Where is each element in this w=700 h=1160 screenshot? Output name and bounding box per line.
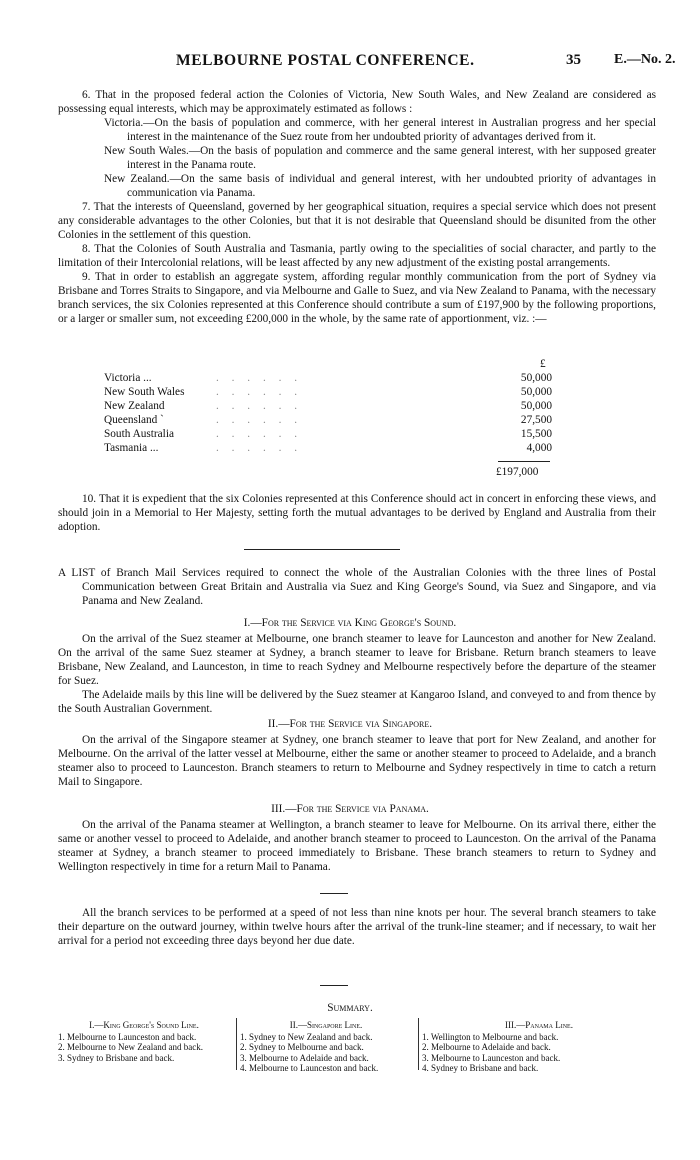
summary-item: 1. Wellington to Melbourne and back.: [422, 1031, 559, 1042]
leader-dots: . . . . . .: [216, 414, 303, 426]
page-header: [0, 52, 700, 68]
branch-list-intro: A LIST of Branch Mail Services required to connect the whole of the Australian Colonies with the three lines of Postal Communication between Great Britain and Australia via Suez and King George's Sound, via Suez and Singapore, and via Panama and New Zealand.: [58, 567, 656, 607]
paragraph-6-victoria: Victoria.—On the basis of population and commerce, with her general interest in Australian progress and her special interest in the maintenance of the Suez route from her undoubted priority of advantages derived from it.: [104, 117, 656, 143]
leader-dots: . . . . . .: [216, 400, 303, 412]
summary-heading: [0, 1002, 700, 1014]
colony-name: New Zealand: [104, 400, 165, 412]
summary-column-2: [240, 1020, 412, 1074]
summary-item: 3. Melbourne to Launceston and back.: [422, 1052, 561, 1063]
contribution-total: £197,000: [496, 466, 539, 478]
summary-item: 3. Melbourne to Adelaide and back.: [240, 1052, 369, 1063]
contribution-row: [100, 427, 552, 441]
total-rule: [498, 461, 550, 462]
section-1-heading: [0, 617, 700, 629]
paragraph-6-new-zealand: New Zealand.—On the same basis of individual and general interest, with her undoubted priority of advantages in communication via Panama.: [104, 173, 656, 199]
paragraph-8: 8. That the Colonies of South Australia and Tasmania, partly owing to the specialities of social character, and partly to the limitation of their Intercolonial relations, will be least affected by any new adjustment of the existing postal arrangements.: [58, 243, 656, 269]
section-3-body: [58, 818, 656, 874]
currency-heading: £: [540, 358, 546, 370]
section-3-heading: [0, 803, 700, 815]
section-2-heading-text: II.—For the Service via Singapore.: [267, 718, 433, 730]
contribution-amount: 50,000: [520, 400, 552, 412]
paragraph-6-new-south-wales: New South Wales.—On the basis of population and commerce and the same general interest, with her supposed greater interest in the Panama route.: [104, 145, 656, 171]
summary-item: 2. Sydney to Melbourne and back.: [240, 1042, 364, 1052]
summary-column-3: [422, 1020, 656, 1074]
short-divider: [320, 985, 348, 986]
section-divider: [244, 549, 400, 550]
paragraph-10: 10. That it is expedient that the six Colonies represented at this Conference should act in concert in enforcing these views, and should join in a Memorial to Her Majesty, setting forth the mutual advantages to be derived by England and Australia from their adoption.: [58, 493, 656, 533]
summary-column-heading: I.—King George's Sound Line.: [89, 1020, 199, 1030]
summary-column-heading: II.—Singapore Line.: [289, 1020, 363, 1030]
colony-name: Queensland `: [104, 414, 164, 426]
contribution-amount: 15,500: [520, 428, 552, 440]
section-2-paragraph-1: On the arrival of the Singapore steamer at Sydney, one branch steamer to leave that port for New Zealand, and another for Melbourne. On the arrival of the latter vessel at Melbourne, either the same or another steamer to proceed to Adelaide, and a branch steamer also to proceed to Launceston. Branch steamers to return to Melbourne and Sydney respectively in time to catch a return Mail to Singapore.: [58, 734, 656, 788]
page-number: 35: [566, 52, 581, 68]
summary-column-1: [58, 1020, 230, 1063]
summary-column-rule: [236, 1018, 237, 1070]
section-1-paragraph-2: The Adelaide mails by this line will be delivered by the Suez steamer at Kangaroo Island, and conveyed to and from thence by the South Australian Government.: [58, 689, 656, 715]
section-3-heading-text: III.—For the Service via Panama.: [271, 803, 429, 815]
contributions-table: [100, 371, 552, 455]
colony-name: Tasmania ...: [104, 442, 159, 454]
contribution-amount: 27,500: [520, 414, 552, 426]
summary-item: 1. Melbourne to Launceston and back.: [58, 1031, 197, 1042]
document-reference: E.—No. 2.: [614, 52, 676, 67]
section-1-body: [58, 632, 656, 716]
summary-column-heading: III.—Panama Line.: [505, 1020, 573, 1030]
colony-name: South Australia: [104, 428, 174, 440]
section-1-paragraph-1: On the arrival of the Suez steamer at Melbourne, one branch steamer to leave for Launceston and another for New Zealand. On the arrival of the same Suez steamer at Sydney, a branch steamer to leave for Brisbane. Return branch steamers to leave Brisbane, New Zealand, and Launceston, in time to reach Sydney and Melbourne respectively before the departure of the steamer for Suez.: [58, 633, 656, 687]
summary-item: 2. Melbourne to New Zealand and back.: [58, 1042, 203, 1052]
summary-item: 4. Melbourne to Launceston and back.: [240, 1063, 379, 1073]
summary-column-rule: [418, 1018, 419, 1070]
section-2-body: [58, 733, 656, 789]
leader-dots: . . . . . .: [216, 372, 303, 384]
contribution-amount: 4,000: [526, 442, 552, 454]
page-title: MELBOURNE POSTAL CONFERENCE.: [176, 52, 475, 69]
contribution-amount: 50,000: [520, 386, 552, 398]
section-3-paragraph-1: On the arrival of the Panama steamer at Wellington, a branch steamer to leave for Melbourne. On its arrival there, either the same or another vessel to proceed to Adelaide, and another branch steamer to proceed to Launceston. On the arrival of the Panama steamer at Sydney, a branch steamer to proceed immediately to Brisbane. These branch steamers to return to Sydney and Wellington respectively in time for a return Mail to Panama.: [58, 819, 656, 873]
summary-heading-text: Summary.: [327, 1002, 373, 1014]
speed-paragraph: All the branch services to be performed at a speed of not less than nine knots per hour. The several branch steamers to take their departure on the outward journey, within twelve hours after the arrival of the trunk-line steamer; and if necessary, to wait her arrival for a period not exceeding three days beyond her due date.: [58, 907, 656, 947]
paragraph-10-block: [58, 492, 656, 534]
leader-dots: . . . . . .: [216, 428, 303, 440]
speed-block: [58, 906, 656, 948]
contribution-row: [100, 371, 552, 385]
section-2-heading: [0, 718, 700, 730]
summary-item: 1. Sydney to New Zealand and back.: [240, 1031, 373, 1042]
contribution-row: [100, 413, 552, 427]
leader-dots: . . . . . .: [216, 386, 303, 398]
paragraph-6: 6. That in the proposed federal action the Colonies of Victoria, New South Wales, and New Zealand are considered as possessing equal interests, which may be approximately estimated as follows :: [58, 89, 656, 115]
branch-list-intro-block: [58, 566, 656, 608]
resolutions-block: [58, 88, 656, 326]
paragraph-7: 7. That the interests of Queensland, governed by her geographical situation, requires a special service which does not present any considerable advantages to the other Colonies, but that it is not desirable that Queensland should be disunited from the other Colonies in the settlement of this question.: [58, 201, 656, 241]
paragraph-9: 9. That in order to establish an aggregate system, affording regular monthly communication from the port of Sydney via Brisbane and Torres Straits to Singapore, and via Melbourne and Galle to Suez, and via New Zealand to Panama, with the necessary branch services, the six Colonies represented at this Conference should contribute a sum of £197,900 by the following proportions, or a larger or smaller sum, not exceeding £200,000 in the whole, by the same rate of apportionment, viz. :—: [58, 271, 656, 325]
contribution-row: [100, 399, 552, 413]
section-1-heading-text: I.—For the Service via King George's Sound.: [243, 617, 457, 629]
contribution-row: [100, 441, 552, 455]
leader-dots: . . . . . .: [216, 442, 303, 454]
summary-item: 3. Sydney to Brisbane and back.: [58, 1052, 175, 1063]
summary-item: 4. Sydney to Brisbane and back.: [422, 1063, 539, 1073]
colony-name: New South Wales: [104, 386, 185, 398]
short-divider: [320, 893, 348, 894]
contribution-row: [100, 385, 552, 399]
summary-item: 2. Melbourne to Adelaide and back.: [422, 1042, 551, 1052]
contribution-amount: 50,000: [520, 372, 552, 384]
colony-name: Victoria ...: [104, 372, 152, 384]
